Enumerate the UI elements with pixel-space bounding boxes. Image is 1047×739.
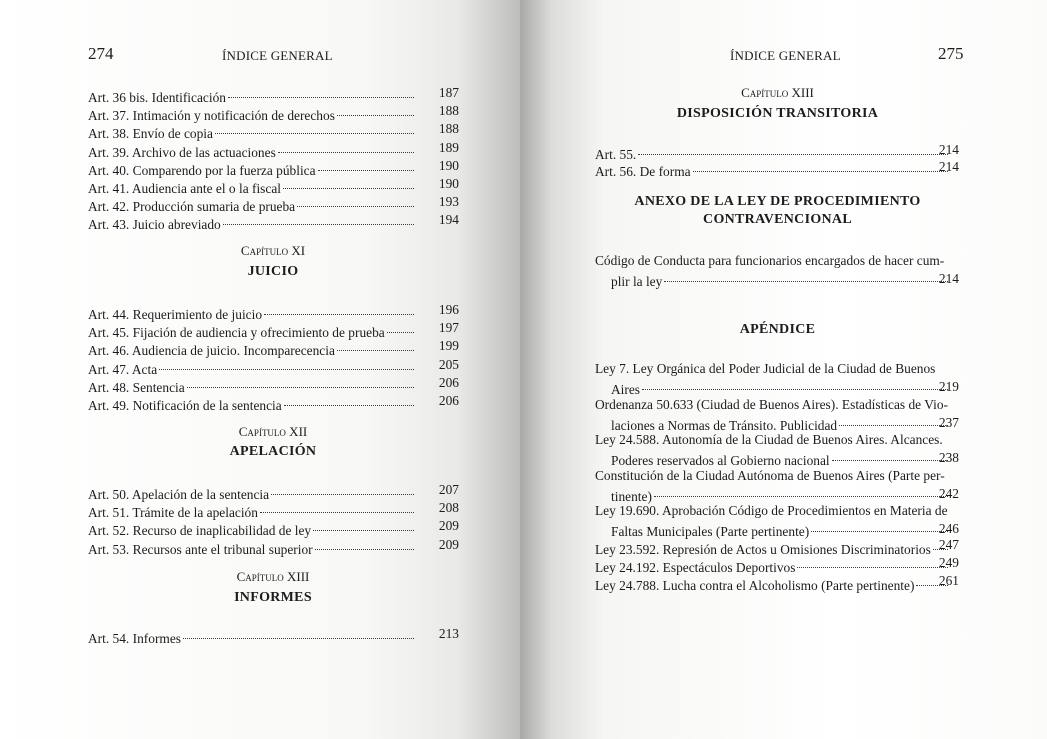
dot-leader xyxy=(337,99,414,116)
dot-leader xyxy=(313,514,414,531)
toc-page-number: 206 xyxy=(438,374,459,390)
toc-entry xyxy=(595,159,959,180)
toc-entry-title: Ley 23.592. Represión de Actos u Omisiones Discriminatorios xyxy=(595,542,931,557)
toc-entry-title: Art. 37. Intimación y notificación de derechos xyxy=(88,108,335,124)
dot-leader xyxy=(223,208,414,225)
toc-entry-title: Ley 24.192. Espectáculos Deportivos xyxy=(595,560,796,575)
toc-entry-title: Art. 42. Producción sumaria de prueba xyxy=(88,199,296,215)
toc-entry-title: Ordenanza 50.633 (Ciudad de Buenos Aires). Estadísticas de Vio- xyxy=(595,396,948,412)
dot-leader xyxy=(297,190,414,207)
dot-leader xyxy=(159,353,414,370)
toc-page-number: 190 xyxy=(438,157,459,173)
toc-page-number: 247 xyxy=(938,537,959,552)
dot-leader xyxy=(318,154,414,171)
toc-entry-title: Art. 48. Sentencia xyxy=(88,379,185,395)
toc-entry-title: Art. 55. xyxy=(595,147,637,162)
chapter-title: APELACIÓN xyxy=(229,444,317,459)
toc-page-number: 238 xyxy=(938,450,959,465)
toc-entry-title: Código de Conducta para funcionarios encargados de hacer cum- xyxy=(595,253,945,268)
dot-leader xyxy=(183,622,414,639)
toc-entry-title: Art. 38. Envío de copia xyxy=(88,126,213,142)
toc-page-number: 249 xyxy=(938,555,959,570)
toc-entry-title: Art. 53. Recursos ante el tribunal superior xyxy=(88,541,313,557)
toc-entry-title: Art. 56. De forma xyxy=(595,164,691,179)
chapter-title: JUICIO xyxy=(247,264,299,279)
toc-entry-title: Art. 52. Recurso de inaplicabilidad de ley xyxy=(88,523,312,539)
toc-entry-title: Art. 54. Informes xyxy=(88,631,181,646)
toc-page-number: 242 xyxy=(938,485,959,501)
toc-entry-title: Art. 46. Audiencia de juicio. Incomparecencia xyxy=(88,343,335,359)
toc-entry-title: Ley 24.788. Lucha contra el Alcoholismo (Parte pertinente) xyxy=(595,578,915,593)
toc-page-number: 214 xyxy=(938,271,959,286)
toc-page-number: 214 xyxy=(938,142,959,157)
toc-page-number: 199 xyxy=(438,338,459,354)
toc-page-number: 261 xyxy=(938,573,959,588)
toc-entry-title: Art. 40. Comparendo por la fuerza pública xyxy=(88,162,316,178)
chapter-label: Capítulo XIII xyxy=(741,85,814,100)
toc-entry xyxy=(595,432,959,469)
toc-entry-title: Art. 47. Acta xyxy=(88,361,158,377)
toc-entry-title: Art. 41. Audiencia ante el o la fiscal xyxy=(88,181,281,196)
toc-page-number: 205 xyxy=(438,356,459,372)
running-head: ÍNDICE GENERAL xyxy=(730,48,841,63)
toc-entry-title-cont: Faltas Municipales (Parte pertinente) xyxy=(611,524,810,539)
dot-leader xyxy=(642,373,948,390)
dot-leader xyxy=(271,478,414,495)
toc-page-number: 207 xyxy=(438,482,459,497)
chapter-label: Capítulo XIII xyxy=(236,569,310,584)
dot-leader xyxy=(387,316,414,333)
dot-leader xyxy=(315,533,414,550)
toc-page-number: 209 xyxy=(438,518,459,534)
dot-leader xyxy=(283,172,414,189)
toc-entry xyxy=(88,536,459,558)
toc-entry xyxy=(595,253,959,290)
toc-entry-title: Art. 50. Apelación de la sentencia xyxy=(88,487,270,502)
toc-page-number: 214 xyxy=(938,159,959,174)
toc-entry xyxy=(595,361,959,398)
toc-page-number: 188 xyxy=(438,103,459,119)
toc-entry-title-cont: plir la ley xyxy=(611,274,663,289)
toc-page-number: 246 xyxy=(938,521,959,536)
dot-leader xyxy=(187,371,414,388)
toc-page-number: 189 xyxy=(438,139,459,155)
chapter-title: INFORMES xyxy=(234,590,312,605)
toc-page-number: 194 xyxy=(438,212,459,228)
toc-entry xyxy=(595,573,959,594)
toc-entry-title: Art. 51. Trámite de la apelación xyxy=(88,505,258,521)
toc-page-number: 190 xyxy=(438,176,459,191)
toc-entry-title: Constitución de la Ciudad Autónoma de Buenos Aires (Parte per- xyxy=(595,467,945,483)
toc-entry xyxy=(88,626,459,647)
toc-page-number: 213 xyxy=(438,626,459,641)
toc-entry-title: Art. 43. Juicio abreviado xyxy=(88,217,221,233)
appendix-title: APÉNDICE xyxy=(739,322,816,337)
toc-page-number: 209 xyxy=(438,536,459,552)
toc-page-number: 193 xyxy=(438,194,459,210)
toc-entry xyxy=(88,212,459,233)
left-page xyxy=(0,0,520,739)
dot-leader xyxy=(284,389,414,406)
dot-leader xyxy=(278,136,414,153)
toc-entry xyxy=(595,396,959,434)
dot-leader xyxy=(215,117,414,134)
toc-entry-title-cont: tinente) xyxy=(611,488,652,504)
annex-title: CONTRAVENCIONAL xyxy=(703,212,852,227)
toc-page-number: 206 xyxy=(438,393,459,408)
toc-entry xyxy=(88,393,459,414)
toc-page-number: 197 xyxy=(438,320,459,336)
dot-leader xyxy=(228,81,414,98)
toc-page-number: 237 xyxy=(938,414,959,430)
toc-entry xyxy=(595,467,959,505)
dot-leader xyxy=(664,265,948,282)
toc-page-number: 196 xyxy=(438,302,459,317)
toc-page-number: 188 xyxy=(438,121,459,137)
chapter-label: Capítulo XI xyxy=(240,243,306,258)
toc-entry-title: Art. 49. Notificación de la sentencia xyxy=(88,398,282,413)
dot-leader xyxy=(693,155,948,172)
toc-entry-title-cont: Aires xyxy=(611,382,641,397)
toc-page-number: 219 xyxy=(938,379,959,394)
dot-leader xyxy=(264,298,414,315)
right-page xyxy=(520,0,1047,739)
toc-entry-title-cont: Poderes reservados al Gobierno nacional xyxy=(611,453,830,468)
toc-entry-title: Art. 39. Archivo de las actuaciones xyxy=(88,144,276,160)
toc-entry xyxy=(595,503,959,540)
chapter-label: Capítulo XII xyxy=(238,424,308,439)
toc-entry-title-cont: laciones a Normas de Tránsito. Publicidad xyxy=(611,417,838,433)
toc-entry-title: Ley 7. Ley Orgánica del Poder Judicial de la Ciudad de Buenos xyxy=(595,361,936,376)
annex-title: ANEXO DE LA LEY DE PROCEDIMIENTO xyxy=(634,194,921,209)
toc-page-number: 208 xyxy=(438,500,459,516)
page-number: 275 xyxy=(938,44,964,63)
toc-page-number: 187 xyxy=(438,85,459,100)
toc-entry-title: Art. 45. Fijación de audiencia y ofrecimiento de prueba xyxy=(88,325,385,341)
toc-entry-title: Art. 36 bis. Identificación xyxy=(88,90,226,105)
running-head: ÍNDICE GENERAL xyxy=(222,48,333,63)
toc-entry-title: Ley 24.588. Autonomía de la Ciudad de Buenos Aires. Alcances. xyxy=(595,432,943,447)
toc-entry-title: Ley 19.690. Aprobación Código de Procedimientos en Materia de xyxy=(595,503,948,518)
chapter-title: DISPOSICIÓN TRANSITORIA xyxy=(676,106,879,121)
dot-leader xyxy=(337,334,414,351)
dot-leader xyxy=(260,496,414,513)
page-number: 274 xyxy=(88,44,114,63)
dot-leader xyxy=(638,138,948,155)
dot-leader xyxy=(654,480,948,497)
toc-entry-title: Art. 44. Requerimiento de juicio xyxy=(88,307,263,322)
